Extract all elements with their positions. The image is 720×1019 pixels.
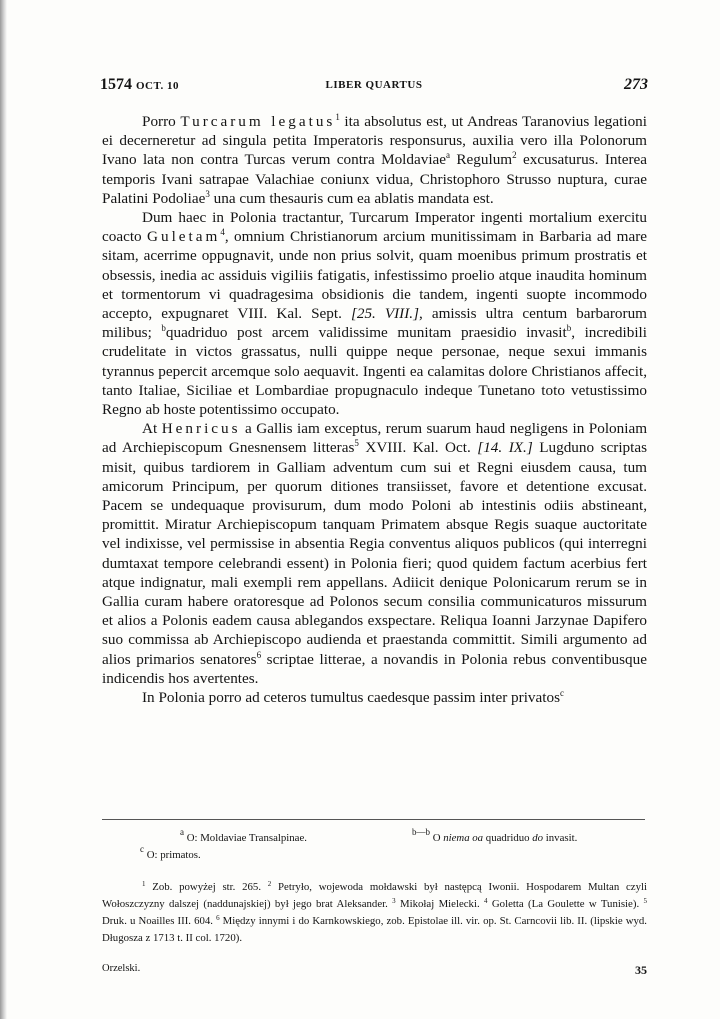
- spaced-name: Guletam: [147, 228, 221, 246]
- editorial-date: [25. VIII.]: [350, 305, 420, 323]
- apparatus-text: O: primatos.: [144, 849, 201, 861]
- footnote-text: Mikołaj Mielecki.: [395, 898, 485, 910]
- footnote-ref: 6: [256, 649, 262, 660]
- text-run: a Gallis iam exceptus, rerum suarum haud negligens in Poloniam ad Archiepiscopum Gnesnensem litteras: [102, 420, 648, 457]
- apparatus-ref: a: [446, 150, 451, 161]
- apparatus-note-b: [412, 827, 578, 846]
- critical-apparatus: [102, 827, 647, 863]
- paragraph-3: [102, 419, 647, 688]
- footnote-ref: 1: [335, 112, 340, 122]
- footnote-ref: 2: [512, 150, 517, 161]
- spaced-name: Henricus: [161, 420, 241, 438]
- text-run: XVIII. Kal. Oct.: [358, 439, 478, 457]
- text-run: , amissis ultra centum barbarorum milibus;: [102, 305, 647, 342]
- footnote-mark: 3: [392, 897, 396, 905]
- footnote-text: Druk. u Noailles III. 604.: [102, 915, 217, 927]
- footnotes: [102, 879, 647, 947]
- text-run: ita absolutus est, ut Andreas Taranovius legationi ei decerneretur ad singula petita Imperatoris responsurus, auxilia vero illa Polonorum Ivano lata non contra Turcas verum contra Moldaviae: [102, 113, 647, 169]
- header-month-day: OCT. 10: [136, 80, 180, 92]
- footer-signature: Orzelski.: [102, 963, 141, 974]
- text-run: scriptae litterae, a novandis in Polonia rebus conventibusque indicendis hos avertentes.: [102, 650, 647, 687]
- apparatus-mark: b—b: [412, 827, 430, 837]
- footnote-text: Goletta (La Goulette w Tunisie).: [487, 898, 644, 910]
- paragraph-4: [102, 688, 647, 707]
- apparatus-text: invasit.: [543, 832, 578, 844]
- spaced-name: Turcarum legatus: [180, 113, 336, 130]
- footnote-ref: 5: [354, 438, 359, 449]
- text-run: , omnium Christianorum arcium munitissimam in Barbaria ad mare sitam, acerrime oppugnavit, unde non prius solvit, quam moenibus primum prostratis et obsessis, inedia ac assiduis vigiliis fatigatis, infestissimo proelio atque inaudita hominum et tormentorum vi quadragesima obsidionis die tandem, ingenti suopte incommodo accepto, expugnaret VIII. Kal. Sept.: [102, 228, 647, 323]
- apparatus-note-c: [102, 844, 647, 863]
- apparatus-text: O: [430, 832, 444, 844]
- footnote-text: Między innymi i do Karnkowskiego, zob. Epistolae ill. vir. op. St. Carncovii lib. II. (lipskie wyd. Długosza z 1713 t. II col. 1720).: [102, 915, 647, 944]
- apparatus-text: quadriduo: [483, 832, 533, 844]
- apparatus-ref: b: [161, 323, 166, 334]
- page-footer: [102, 963, 647, 979]
- apparatus-mark: c: [140, 844, 144, 854]
- text-run: Dum haec in Polonia tractantur, Turcarum Imperator ingenti mortalium exercitu coacto: [102, 209, 647, 246]
- apparatus-italic: do: [532, 832, 544, 844]
- scan-edge: [0, 0, 7, 1019]
- running-header: [100, 76, 648, 98]
- text-run: una cum thesauris cum ea ablatis mandata est.: [209, 189, 494, 207]
- text-run: Porro: [142, 113, 181, 130]
- footnote-divider: [102, 819, 645, 820]
- apparatus-ref: b: [566, 323, 572, 334]
- text-run: In Polonia porro ad ceteros tumultus caedesque passim inter privatos: [142, 689, 560, 707]
- footnote-mark: 1: [142, 880, 146, 888]
- text-run: Lugduno scriptas misit, quibus tardiorem in Galliam adventum cum sui et Regni eiusdem causa, tum amicorum Principum, per quorum ditiones transiisset, favore et detentione excusat. Pacem se undequaque provisurum, dum modo Poloni ab intestinis odiis abstineant, promittit. Miratur Archiepiscopum tanquam Primatem absque Regis suaque auctoritate vel indixisse, vel permissise in absentia Regia conventus aliquos publicos (qui interregni dumtaxat tempore celebrandi essent) in Polonia fieri; quod quidem factum acerbius fert atque indignatur, mali exempli rem appellans. Adiicit denique Polonicarum rerum se in Gallia curam habere oratoresque ad Polonos secum consilia communicaturos missurum et alios a Polonis eadem causa ablegandos exspectare. Reliqua Ioanni Jarzynae Dapifero suo commissa ab Archiepiscopo audienda et praestanda committit. Simili argumento ad alios primarios senatores: [102, 439, 647, 668]
- footnote-mark: 2: [267, 880, 272, 888]
- footnote-mark: 4: [484, 897, 488, 905]
- sheet-number: 35: [635, 963, 647, 977]
- apparatus-ref: c: [559, 688, 564, 699]
- text-run: quadriduo post arcem validissime munitam praesidio invasit: [165, 324, 567, 342]
- footnote-ref: 3: [205, 188, 210, 199]
- footnote-ref: 4: [220, 227, 225, 238]
- text-run: Regulum: [450, 151, 513, 169]
- text-run: , incredibili crudelitate in victos grassatus, nulli quippe neque personae, neque sexui immanis tyrannus pepercit arcemque solo aequavit. Ingenti ea calamitas dolore Christianos affecit, tanto Italiae, Siciliae et Lombardiae propugnaculo indeque Tunetano toto vetustissimo Regno ab hoste potentissimo occupato.: [102, 324, 647, 419]
- text-run: excusaturus. Interea temporis Ivani satrapae Valachiae coniunx vidua, Christophoro Strusso nuptura, curae Palatini Podoliae: [102, 151, 647, 207]
- footnote-mark: 5: [643, 897, 647, 905]
- text-run: At: [142, 420, 162, 438]
- header-year: 1574: [100, 76, 132, 93]
- page-number: 273: [624, 76, 648, 93]
- main-text: [102, 112, 647, 707]
- paragraph-1: [102, 112, 647, 208]
- apparatus-italic: niema oa: [443, 832, 484, 844]
- footnote-block: [102, 879, 647, 947]
- header-title: LIBER QUARTUS: [325, 79, 423, 91]
- footnote-mark: 6: [216, 914, 220, 922]
- apparatus-mark: a: [180, 827, 184, 837]
- footnote-text: Zob. powyżej str. 265.: [145, 881, 268, 893]
- apparatus-text: O: Moldaviae Transalpinae.: [184, 832, 307, 844]
- editorial-date: [14. IX.]: [477, 439, 533, 457]
- apparatus-note-a: [180, 827, 307, 846]
- footnote-text: Petryło, wojewoda mołdawski był następcą Iwonii. Hospodarem Multan czyli Wołoszczyzny dalszej (naddunajskiej) był jego brat Aleksander.: [102, 881, 647, 910]
- paragraph-2: [102, 208, 647, 419]
